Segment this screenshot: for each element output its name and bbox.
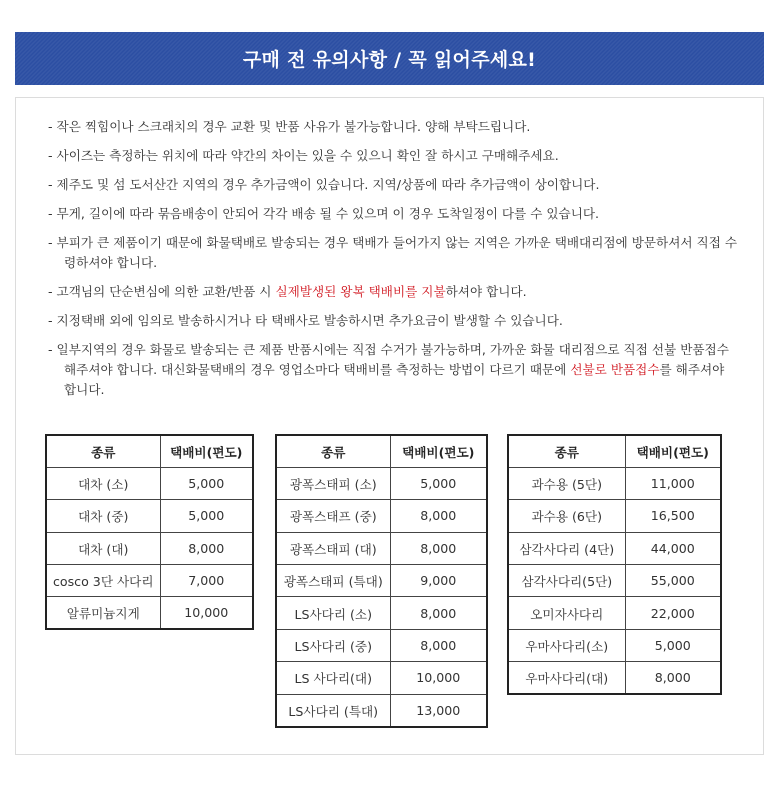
table-row [46,597,253,629]
item-name: 삼각사다리(5단) [508,565,625,597]
item-fee: 10,000 [160,597,253,629]
notice-text: 를 해주셔야 합니다. [64,362,725,397]
table-row [276,467,487,499]
table-row [508,629,721,661]
item-fee: 10,000 [390,662,487,694]
notice-item [48,282,738,302]
notice-text: 하셔야 합니다. [445,284,527,299]
item-fee: 11,000 [625,467,721,499]
table-header-row [276,435,487,467]
item-fee: 9,000 [390,565,487,597]
column-header-fee: 택배비(편도) [625,435,721,467]
table-row [46,565,253,597]
notice-header-banner [15,32,764,85]
table-row [508,597,721,629]
notice-item: - 부피가 큰 제품이기 때문에 화물택배로 발송되는 경우 택배가 들어가지 않는 지역은 가까운 택배대리점에 방문하셔서 직접 수령하셔야 합니다. [48,235,738,270]
table-row [276,662,487,694]
table-row [46,532,253,564]
item-name: 삼각사다리 (4단) [508,532,625,564]
notice-highlight: 실제발생된 왕복 택배비를 지불 [275,284,446,299]
table-row [276,629,487,661]
table-row [46,500,253,532]
item-fee: 13,000 [390,694,487,726]
item-name: LS 사다리(대) [276,662,390,694]
table-row [508,565,721,597]
item-fee: 44,000 [625,532,721,564]
item-fee: 8,000 [390,532,487,564]
item-name: 대차 (소) [46,467,160,499]
notice-item: - 사이즈는 측정하는 위치에 따라 약간의 차이는 있을 수 있으니 확인 잘 하시고 구매해주세요. [48,148,559,163]
notice-text: - 고객님의 단순변심에 의한 교환/반품 시 [48,284,276,299]
item-name: LS사다리 (소) [276,597,390,629]
column-header-fee: 택배비(편도) [160,435,253,467]
table-row [276,565,487,597]
notice-item [48,340,738,400]
shipping-fee-table-3 [507,434,722,695]
item-name: cosco 3단 사다리 [46,565,160,597]
table-row [508,467,721,499]
table-header-row [46,435,253,467]
item-fee: 22,000 [625,597,721,629]
item-name: 우마사다리(소) [508,629,625,661]
item-fee: 8,000 [160,532,253,564]
item-name: 알류미늄지게 [46,597,160,629]
item-fee: 8,000 [390,629,487,661]
notice-item: - 제주도 및 섬 도서산간 지역의 경우 추가금액이 있습니다. 지역/상품에 따라 추가금액이 상이합니다. [48,177,600,192]
item-name: 광폭스태피 (소) [276,467,390,499]
item-name: 과수용 (5단) [508,467,625,499]
column-header-type: 종류 [46,435,160,467]
item-fee: 8,000 [390,597,487,629]
item-fee: 5,000 [160,500,253,532]
table-row [276,500,487,532]
table-row [276,597,487,629]
item-name: 대차 (대) [46,532,160,564]
column-header-type: 종류 [508,435,625,467]
table-header-row [508,435,721,467]
table-row [508,532,721,564]
notice-highlight: 선불로 반품접수 [570,362,660,377]
table-row [508,662,721,694]
item-name: 광폭스태피 (특대) [276,565,390,597]
item-fee: 7,000 [160,565,253,597]
item-name: 광폭스태프 (중) [276,500,390,532]
notice-list [48,117,738,409]
item-fee: 8,000 [390,500,487,532]
item-name: LS사다리 (중) [276,629,390,661]
table-row [46,467,253,499]
item-fee: 5,000 [390,467,487,499]
item-fee: 8,000 [625,662,721,694]
shipping-fee-table-2 [275,434,488,728]
table-row [276,532,487,564]
item-name: 우마사다리(대) [508,662,625,694]
notice-item: - 지정택배 외에 임의로 발송하시거나 타 택배사로 발송하시면 추가요금이 발생할 수 있습니다. [48,313,563,328]
table-row [508,500,721,532]
item-fee: 5,000 [625,629,721,661]
item-name: 오미자사다리 [508,597,625,629]
item-name: 과수용 (6단) [508,500,625,532]
notice-item: - 무게, 길이에 따라 묶음배송이 안되어 각각 배송 될 수 있으며 이 경우 도착일정이 다를 수 있습니다. [48,206,600,221]
column-header-fee: 택배비(편도) [390,435,487,467]
item-name: LS사다리 (특대) [276,694,390,726]
notice-text: - 일부지역의 경우 화물로 발송되는 큰 제품 반품시에는 직접 수거가 불가능하며, 가까운 화물 대리점으로 직접 선불 반품접수 해주셔야 합니다. 대신화물택배의 경우 영업소마다 택배비를 측정하는 방법이 다르기 때문에 [48,342,729,377]
item-name: 대차 (중) [46,500,160,532]
item-fee: 16,500 [625,500,721,532]
item-name: 광폭스태피 (대) [276,532,390,564]
notice-title: 구매 전 유의사항 / 꼭 읽어주세요! [242,49,537,71]
item-fee: 55,000 [625,565,721,597]
notice-item: - 작은 찍힘이나 스크래치의 경우 교환 및 반품 사유가 불가능합니다. 양해 부탁드립니다. [48,119,531,134]
table-row [276,694,487,726]
column-header-type: 종류 [276,435,390,467]
shipping-fee-table-1 [45,434,254,630]
item-fee: 5,000 [160,467,253,499]
